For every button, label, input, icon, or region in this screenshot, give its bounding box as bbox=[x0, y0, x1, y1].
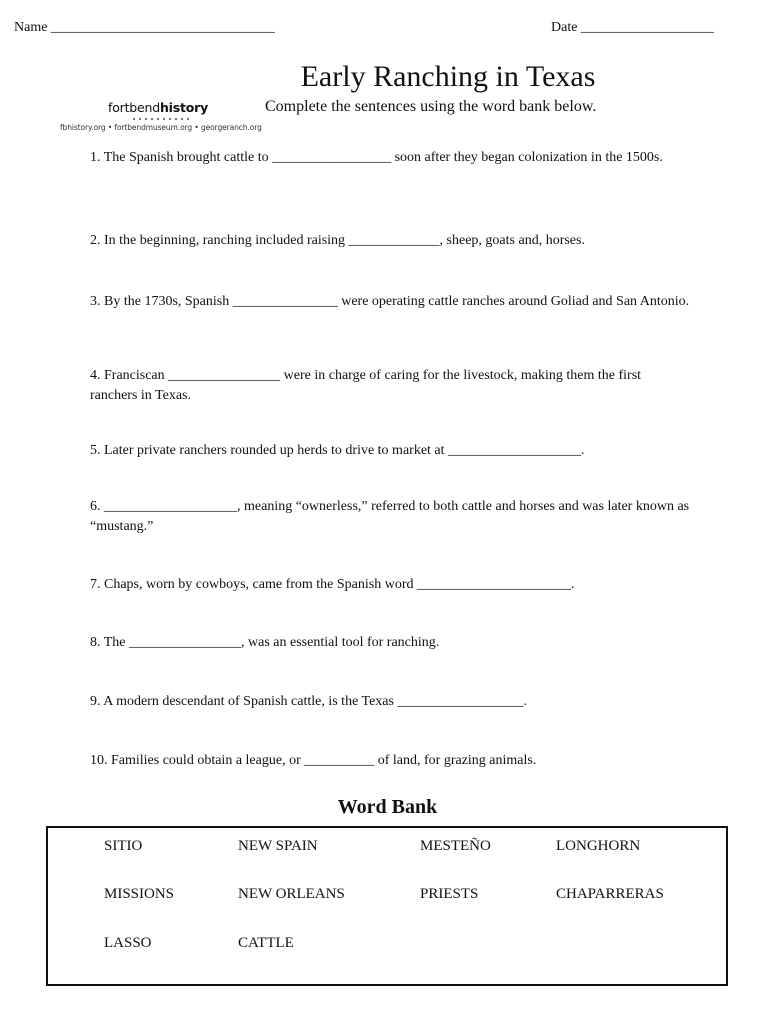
word-bank-title: Word Bank bbox=[337, 796, 438, 818]
question-3: 3. By the 1730s, Spanish _______________ were operating cattle ranches around Goliad and San Antonio. bbox=[90, 294, 690, 309]
word-bank-item: LASSO bbox=[104, 935, 152, 951]
word-bank-item: MISSIONS bbox=[104, 886, 175, 902]
word-bank-item: LONGHORN bbox=[556, 838, 641, 854]
question-8: 8. The ________________, was an essential tool for ranching. bbox=[90, 635, 440, 650]
question-10: 10. Families could obtain a league, or __________ of land, for grazing animals. bbox=[90, 753, 537, 768]
question-7: 7. Chaps, worn by cowboys, came from the Spanish word ______________________. bbox=[90, 577, 575, 592]
word-bank-item: SITIO bbox=[104, 838, 143, 854]
logo-brand bbox=[108, 100, 208, 115]
question-2: 2. In the beginning, ranching included raising _____________, sheep, goats and, horses. bbox=[90, 233, 585, 248]
word-bank-item: NEW ORLEANS bbox=[238, 886, 345, 902]
word-bank-item: PRIESTS bbox=[420, 886, 479, 902]
question-4: 4. Franciscan ________________ were in charge of caring for the livestock, making them the first ranchers in Texas. bbox=[90, 368, 642, 403]
logo-brand-light: fortbend bbox=[108, 100, 160, 115]
question-6: 6. ___________________, meaning “ownerless,” referred to both cattle and horses and was later known as “mustang.” bbox=[90, 499, 690, 534]
logo-tagline bbox=[133, 118, 191, 120]
logo-brand-bold: history bbox=[159, 100, 209, 115]
question-1: 1. The Spanish brought cattle to _________________ soon after they began colonization in the 1500s. bbox=[90, 150, 663, 165]
page-title: Early Ranching in Texas bbox=[300, 60, 596, 93]
logo-urls: fbhistory.org • fortbendmuseum.org • georgeranch.org bbox=[60, 123, 262, 132]
word-bank-box bbox=[46, 826, 728, 986]
question-5: 5. Later private ranchers rounded up herds to drive to market at ___________________. bbox=[90, 443, 585, 458]
question-9: 9. A modern descendant of Spanish cattle, is the Texas __________________. bbox=[90, 694, 527, 709]
word-bank-item: NEW SPAIN bbox=[238, 838, 318, 854]
name-field-label: Name ________________________________ bbox=[14, 20, 275, 35]
word-bank-item: CHAPARRERAS bbox=[556, 886, 664, 902]
word-bank-item: CATTLE bbox=[238, 935, 294, 951]
date-field-label: Date ___________________ bbox=[551, 20, 714, 35]
word-bank-item: MESTEÑO bbox=[420, 838, 491, 854]
page-subtitle: Complete the sentences using the word bank below. bbox=[265, 98, 597, 115]
